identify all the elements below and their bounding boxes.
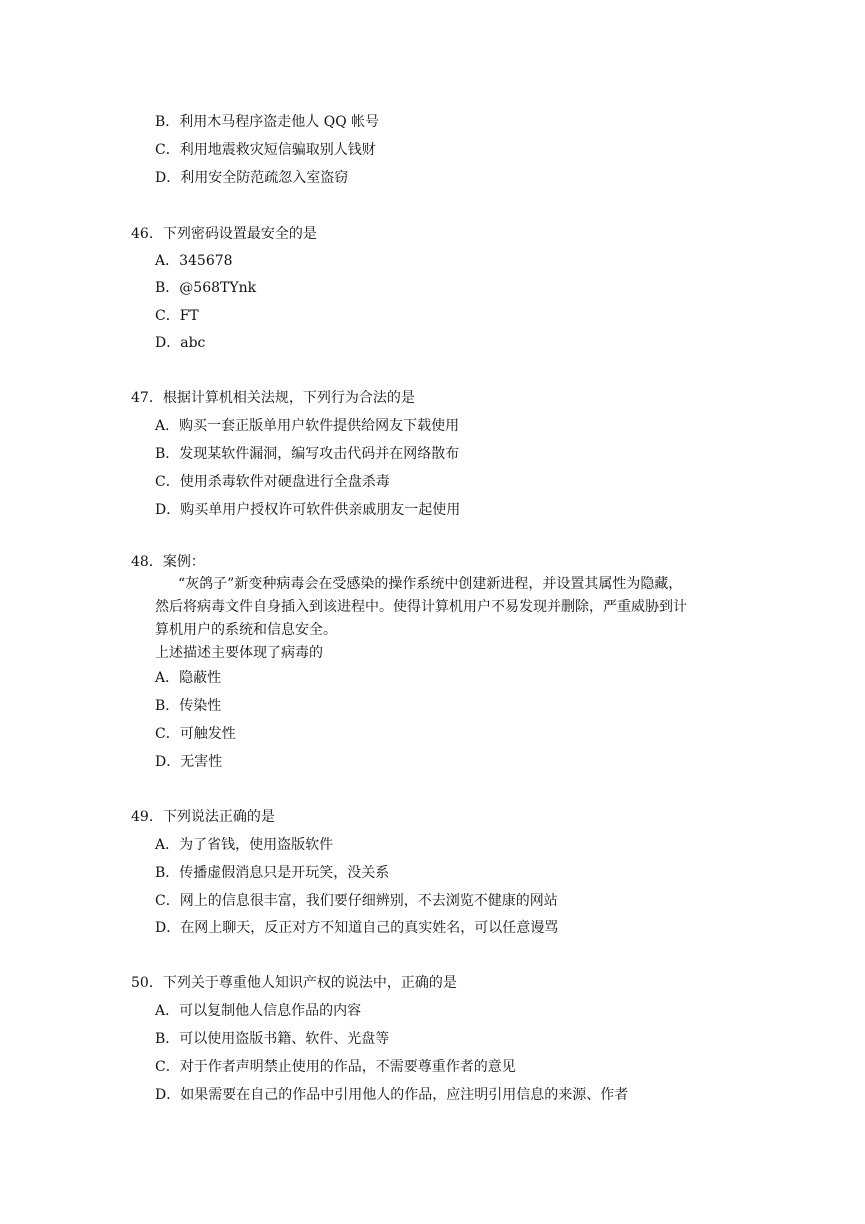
q48-case-line-3: 算机用户的系统和信息安全。 (155, 622, 337, 638)
q47-option-c: C．使用杀毒软件对硬盘进行全盘杀毒 (155, 474, 390, 490)
option-c: C．利用地震救灾短信骗取别人钱财 (155, 142, 376, 158)
q46-option-a: A．345678 (155, 253, 233, 269)
q49-option-c: C．网上的信息很丰富，我们要仔细辨别，不去浏览不健康的网站 (155, 893, 558, 909)
q49-option-b: B．传播虚假消息只是开玩笑，没关系 (155, 865, 390, 881)
question-46-stem: 46．下列密码设置最安全的是 (131, 226, 317, 242)
q47-option-b: B．发现某软件漏洞，编写攻击代码并在网络散布 (155, 446, 460, 462)
q48-option-c: C．可触发性 (155, 726, 236, 742)
q48-option-d: D．无害性 (155, 754, 223, 770)
q46-option-d: D．abc (155, 335, 206, 351)
q49-option-d: D．在网上聊天，反正对方不知道自己的真实姓名，可以任意谩骂 (155, 920, 559, 936)
option-d: D．利用安全防范疏忽入室盗窃 (155, 170, 349, 186)
q48-case-line-1: “灰鸽子”新变种病毒会在受感染的操作系统中创建新进程，并设置其属性为隐藏， (178, 576, 683, 592)
question-48-stem: 48．案例： (131, 554, 205, 570)
q50-option-b: B．可以使用盗版书籍、软件、光盘等 (155, 1031, 390, 1047)
q47-option-a: A．购买一套正版单用户软件提供给网友下载使用 (155, 418, 460, 434)
question-47-stem: 47．根据计算机相关法规，下列行为合法的是 (131, 390, 415, 406)
question-50-stem: 50．下列关于尊重他人知识产权的说法中，正确的是 (131, 975, 457, 991)
q50-option-a: A．可以复制他人信息作品的内容 (155, 1003, 362, 1019)
q46-option-b: B．@568TYnk (155, 280, 257, 296)
question-49-stem: 49．下列说法正确的是 (131, 809, 275, 825)
option-b: B．利用木马程序盗走他人 QQ 帐号 (155, 114, 380, 130)
q46-option-c: C．FT (155, 308, 199, 324)
q49-option-a: A．为了省钱，使用盗版软件 (155, 837, 334, 853)
q48-option-b: B．传染性 (155, 698, 222, 714)
q47-option-d: D．购买单用户授权许可软件供亲戚朋友一起使用 (155, 502, 461, 518)
q50-option-c: C．对于作者声明禁止使用的作品，不需要尊重作者的意见 (155, 1059, 516, 1075)
q48-case-line-2: 然后将病毒文件自身插入到该进程中。使得计算机用户不易发现并删除，严重威胁到计 (155, 599, 687, 615)
q50-option-d: D．如果需要在自己的作品中引用他人的作品，应注明引用信息的来源、作者 (155, 1087, 629, 1103)
q48-question: 上述描述主要体现了病毒的 (155, 645, 323, 661)
q48-option-a: A．隐蔽性 (155, 670, 222, 686)
